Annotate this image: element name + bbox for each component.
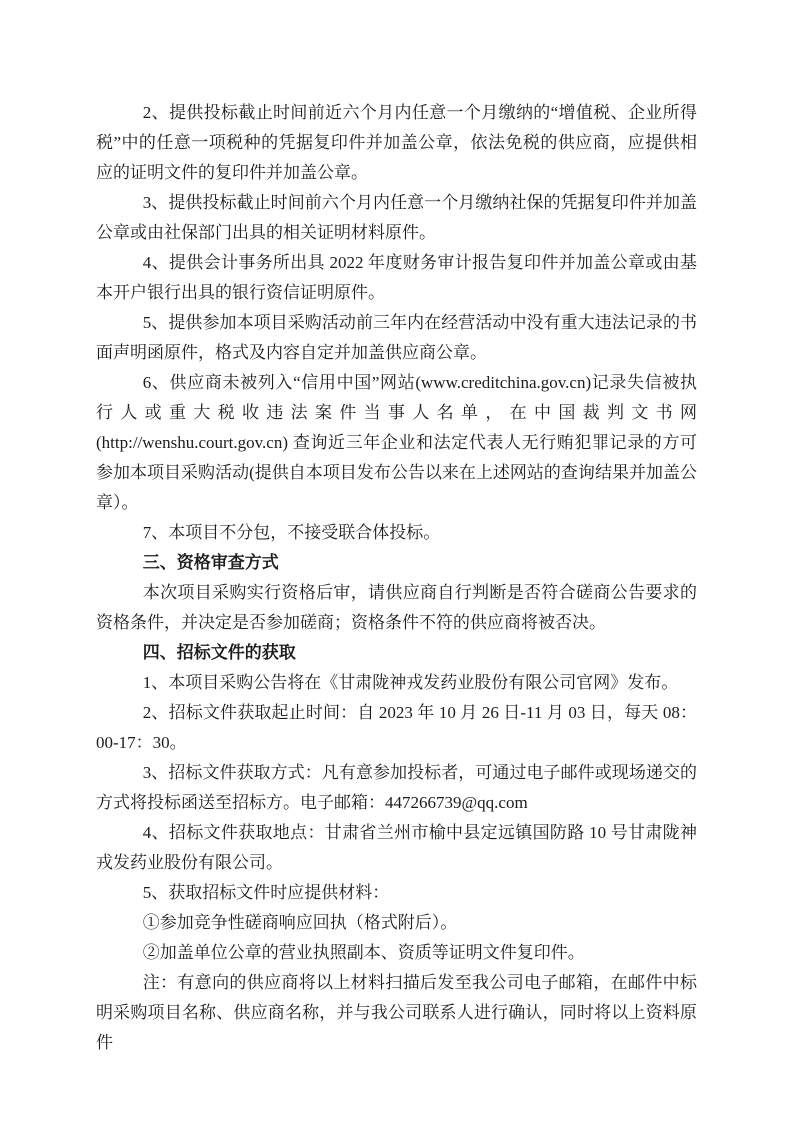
paragraph: 3、提供投标截止时间前六个月内任意一个月缴纳社保的凭据复印件并加盖公章或由社保部门出具的相关证明材料原件。 <box>96 193 697 242</box>
paragraph: 2、提供投标截止时间前近六个月内任意一个月缴纳的“增值税、企业所得税”中的任意一项税种的凭据复印件并加盖公章，依法免税的供应商，应提供相应的证明文件的复印件并加盖公章。 <box>96 103 697 182</box>
paragraph: 3、招标文件获取方式：凡有意参加投标者，可通过电子邮件或现场递交的方式将投标函送至招标方。电子邮箱：447266739@qq.com <box>96 763 697 812</box>
paragraph: 本次项目采购实行资格后审，请供应商自行判断是否符合磋商公告要求的资格条件，并决定是否参加磋商；资格条件不符的供应商将被否决。 <box>96 583 697 632</box>
section-heading: 三、资格审查方式 <box>142 553 279 572</box>
paragraph: 7、本项目不分包，不接受联合体投标。 <box>142 523 441 542</box>
paragraph: ②加盖单位公章的营业执照副本、资质等证明文件复印件。 <box>142 943 585 962</box>
paragraph: ①参加竞争性磋商响应回执（格式附后）。 <box>142 913 458 932</box>
paragraph: 2、招标文件获取起止时间：自 2023 年 10 月 26 日-11 月 03 日，每天 08：00-17：30。 <box>96 703 697 752</box>
paragraph: 5、获取招标文件时应提供材料： <box>142 883 390 902</box>
paragraph: 1、本项目采购公告将在《甘肃陇神戎发药业股份有限公司官网》发布。 <box>142 673 679 692</box>
paragraph: 5、提供参加本项目采购活动前三年内在经营活动中没有重大违法记录的书面声明函原件，格式及内容自定并加盖供应商公章。 <box>96 313 697 362</box>
document-body <box>96 98 697 1058</box>
section-heading: 四、招标文件的获取 <box>142 643 296 662</box>
paragraph: 4、提供会计事务所出具 2022 年度财务审计报告复印件并加盖公章或由基本开户银行出具的银行资信证明原件。 <box>96 253 697 302</box>
paragraph: 注：有意向的供应商将以上材料扫描后发至我公司电子邮箱，在邮件中标明采购项目名称、供应商名称，并与我公司联系人进行确认，同时将以上资料原件 <box>96 973 697 1052</box>
paragraph: 6、供应商未被列入“信用中国”网站(www.creditchina.gov.cn)记录失信被执行人或重大税收违法案件当事人名单，在中国裁判文书网(http://wenshu.court.gov.cn) 查询近三年企业和法定代表人无行贿犯罪记录的方可参加本项目采购活动(提供自本项目发布公告以来在上述网站的查询结果并加盖公章）。 <box>96 373 697 512</box>
paragraph: 4、招标文件获取地点：甘肃省兰州市榆中县定远镇国防路 10 号甘肃陇神戎发药业股份有限公司。 <box>96 823 697 872</box>
